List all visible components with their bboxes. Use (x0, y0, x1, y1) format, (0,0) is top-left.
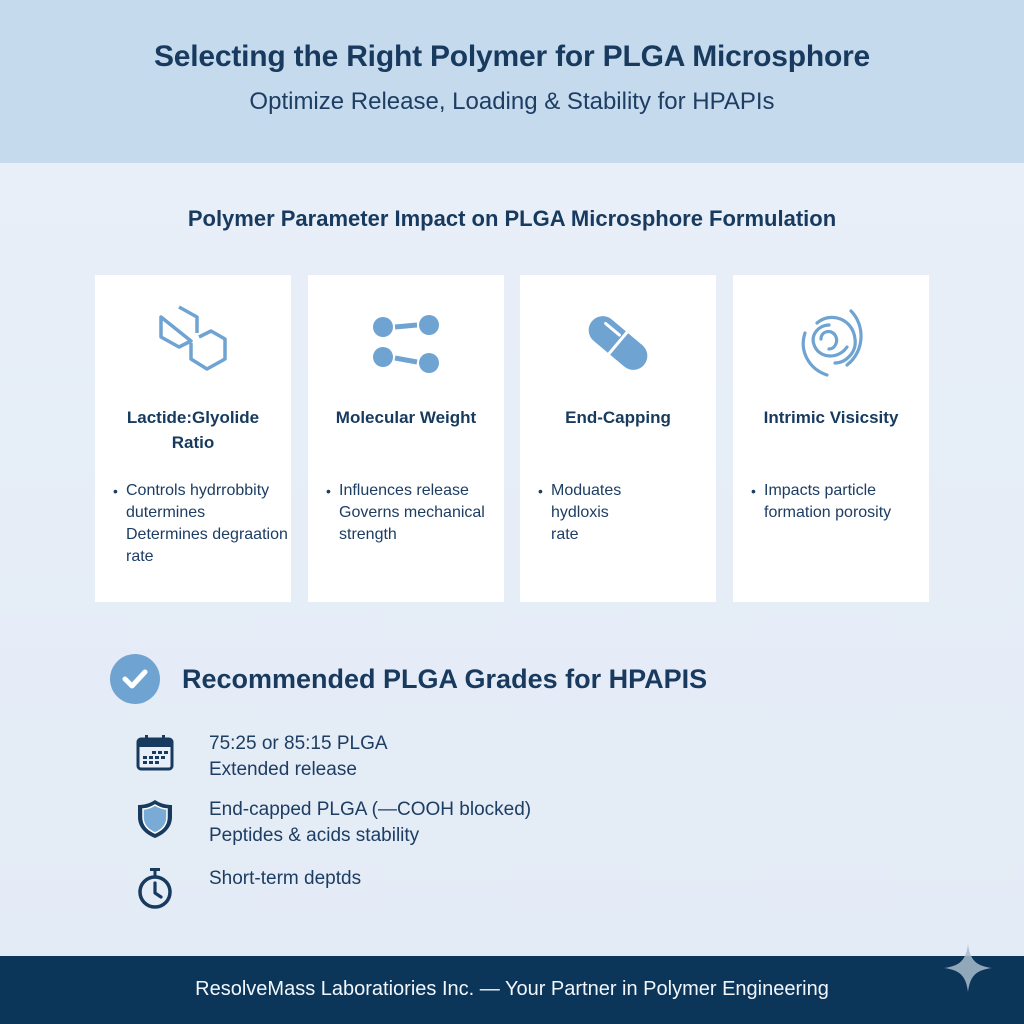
card-bullets (751, 480, 927, 524)
card-title: Intrimic Visicsity (763, 408, 899, 427)
spiral-icon (791, 303, 871, 383)
card-end-capping (520, 275, 716, 602)
bullet-item: • Moduates hydloxis rate (538, 480, 714, 546)
bullet-item: • Controls hydrrobbity dutermines Determines degraation rate (113, 480, 289, 568)
recommended-item-line2: Peptides & acids stability (209, 825, 420, 846)
parameter-cards (95, 275, 929, 602)
recommended-title: Recommended PLGA Grades for HPAPIS (182, 663, 708, 694)
recommended-item-line1: Short-term deptds (209, 868, 362, 889)
card-lactide-glycolide-ratio (95, 275, 291, 602)
card-molecular-weight (308, 275, 504, 602)
recommended-item (133, 731, 388, 783)
card-intrinsic-viscosity (733, 275, 929, 602)
check-circle-icon (110, 654, 160, 704)
header-banner (0, 0, 1024, 163)
recommended-heading (110, 654, 707, 704)
recommended-item-line1: 75:25 or 85:15 PLGA (209, 733, 388, 754)
linked-hexagons-icon (153, 303, 233, 383)
sparkle-icon (942, 942, 994, 994)
bullet-item: • Impacts particle formation porosity (751, 480, 927, 524)
card-bullets (538, 480, 714, 546)
recommended-item-line2: Extended release (209, 759, 357, 780)
recommended-item-line1: End-capped PLGA (—COOH blocked) (209, 799, 532, 820)
card-title: End-Capping (565, 408, 671, 427)
content-area (0, 163, 1024, 956)
card-bullets (113, 480, 289, 568)
footer-banner (0, 956, 1024, 1024)
page-title: Selecting the Right Polymer for PLGA Microsphore (153, 40, 871, 73)
recommended-item (133, 866, 361, 910)
card-title: Molecular Weight (335, 408, 477, 427)
page-subtitle: Optimize Release, Loading & Stability for HPAPIs (249, 88, 775, 115)
stopwatch-icon (135, 866, 175, 910)
parameters-section-title: Polymer Parameter Impact on PLGA Microsphore Formulation (187, 206, 837, 231)
card-title: Lactide:Glyolide Ratio (126, 408, 260, 452)
calendar-icon (135, 733, 175, 773)
footer-text: ResolveMass Laboratiories Inc. — Your Partner in Polymer Engineering (195, 978, 829, 1000)
card-bullets (326, 480, 502, 546)
shield-icon (135, 797, 175, 841)
capsule-icon (578, 303, 658, 383)
molecule-nodes-icon (366, 308, 446, 378)
recommended-item (133, 797, 531, 849)
bullet-item: • Influences release Governs mechanical strength (326, 480, 502, 546)
